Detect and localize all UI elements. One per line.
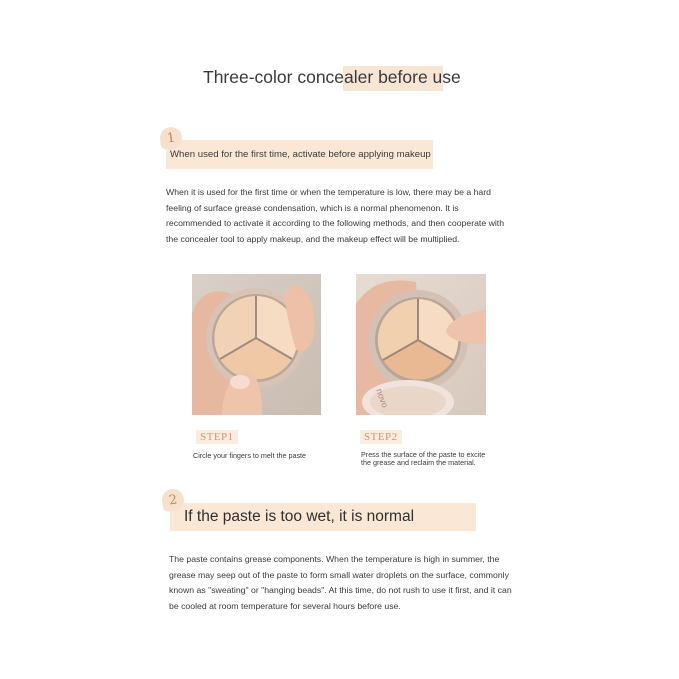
page-title: Three-color concealer before use [203,67,461,87]
step1-label: STEP1 [196,430,238,444]
section1-body: When it is used for the first time or when the temperature is low, there may be a hard feeling of surface grease condensation, which is a normal phenomenon. It is recommended to activate it according to the following methods, and then cooperate with the concealer tool to apply makeup, and the makeup effect will be multiplied. [166,187,505,244]
section2-heading: If the paste is too wet, it is normal [184,508,415,525]
section1-heading: When used for the first time, activate before applying makeup [170,149,431,160]
section2-body: The paste contains grease components. When the temperature is high in summer, the grease may seep out of the paste to form small water droplets on the surface, commonly known as "sweating" or "hanging beads". At this time, do not rush to use it first, and it can be cooled at room temperature for several hours before use. [169,554,512,611]
section1-heart-number: 1 [159,126,184,151]
step2-label: STEP2 [360,430,402,444]
step1-caption: Circle your fingers to melt the paste [193,451,307,460]
step2-caption: Press the surface of the paste to excite the grease and reclaim the material. [361,450,486,468]
step1-photo [192,274,321,415]
step2-photo [356,274,486,415]
section2-heart-number: 2 [161,488,186,513]
brand-text: novo [374,387,391,410]
